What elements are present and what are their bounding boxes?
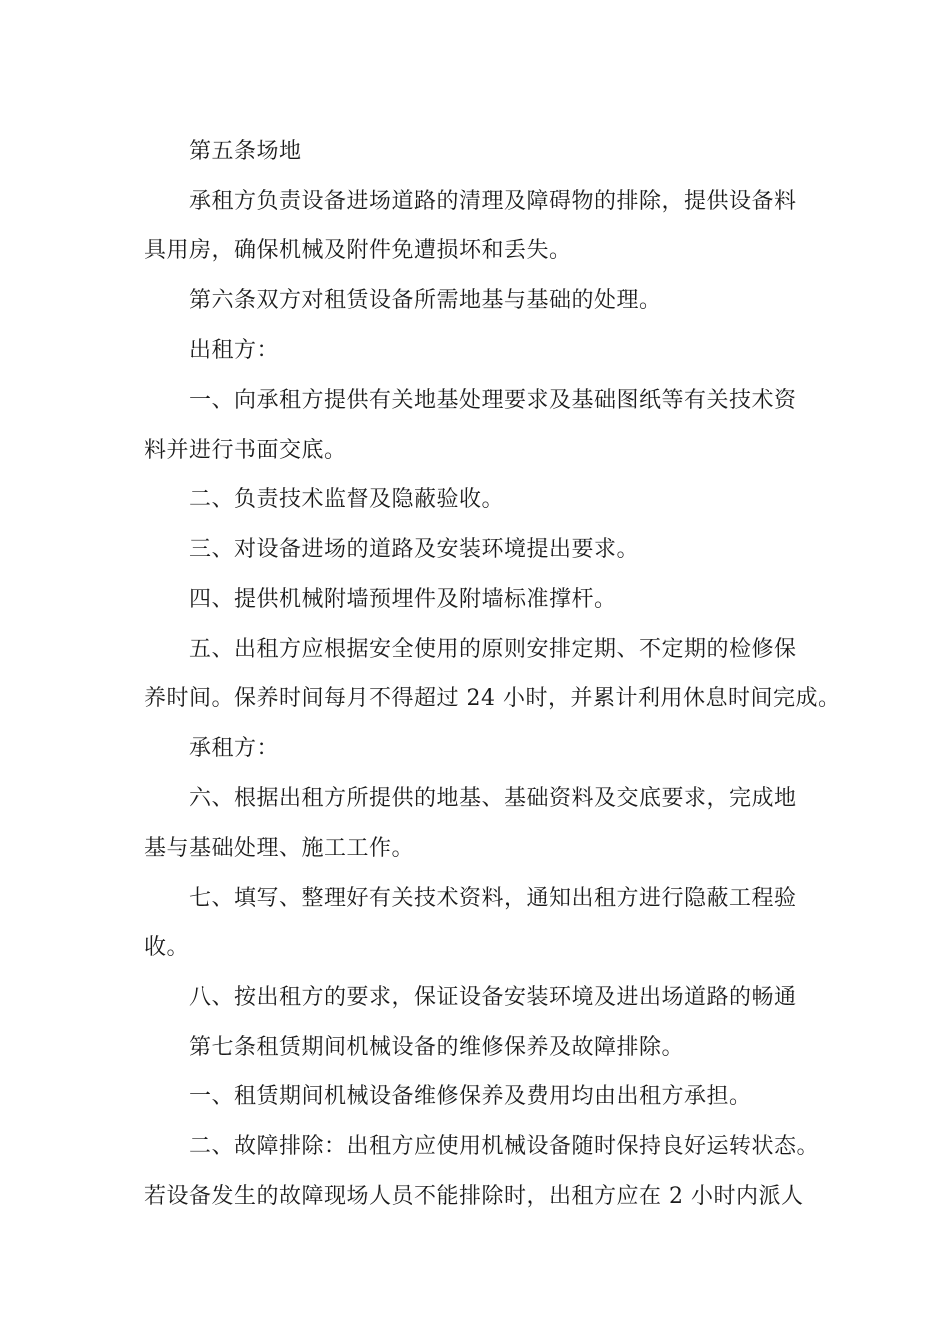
list-item: 六、根据出租方所提供的地基、基础资料及交底要求，完成地	[189, 786, 797, 811]
list-item: 五、出租方应根据安全使用的原则安排定期、不定期的检修保	[189, 637, 797, 662]
article-5-heading: 第五条场地	[189, 139, 302, 164]
paragraph-line: 若设备发生的故障现场人员不能排除时，出租方应在 2 小时内派人	[144, 1184, 804, 1209]
list-item: 七、填写、整理好有关技术资料，通知出租方进行隐蔽工程验	[189, 886, 797, 911]
party-heading-lessee: 承租方：	[189, 736, 280, 761]
paragraph-line: 具用房，确保机械及附件免遭损坏和丢失。	[144, 238, 572, 263]
party-heading-lessor: 出租方：	[189, 338, 280, 363]
paragraph-line: 基与基础处理、施工工作。	[144, 836, 415, 861]
paragraph-line: 承租方负责设备进场道路的清理及障碍物的排除，提供设备料	[189, 189, 797, 214]
list-item: 一、租赁期间机械设备维修保养及费用均由出租方承担。	[189, 1084, 752, 1109]
list-item: 二、故障排除：出租方应使用机械设备随时保持良好运转状态。	[189, 1134, 820, 1159]
paragraph-line: 收。	[144, 935, 190, 960]
paragraph-line: 养时间。保养时间每月不得超过 24 小时，并累计利用休息时间完成。	[144, 686, 841, 711]
list-item: 八、按出租方的要求，保证设备安装环境及进出场道路的畅通	[189, 985, 797, 1010]
paragraph-line: 一、向承租方提供有关地基处理要求及基础图纸等有关技术资	[189, 388, 797, 413]
paragraph-line: 料并进行书面交底。	[144, 438, 347, 463]
list-item: 四、提供机械附墙预埋件及附墙标准撑杆。	[189, 587, 617, 612]
article-6-heading: 第六条双方对租赁设备所需地基与基础的处理。	[189, 288, 662, 313]
article-7-heading: 第七条租赁期间机械设备的维修保养及故障排除。	[189, 1035, 685, 1060]
list-item: 三、对设备进场的道路及安装环境提出要求。	[189, 537, 640, 562]
list-item: 二、负责技术监督及隐蔽验收。	[189, 487, 505, 512]
